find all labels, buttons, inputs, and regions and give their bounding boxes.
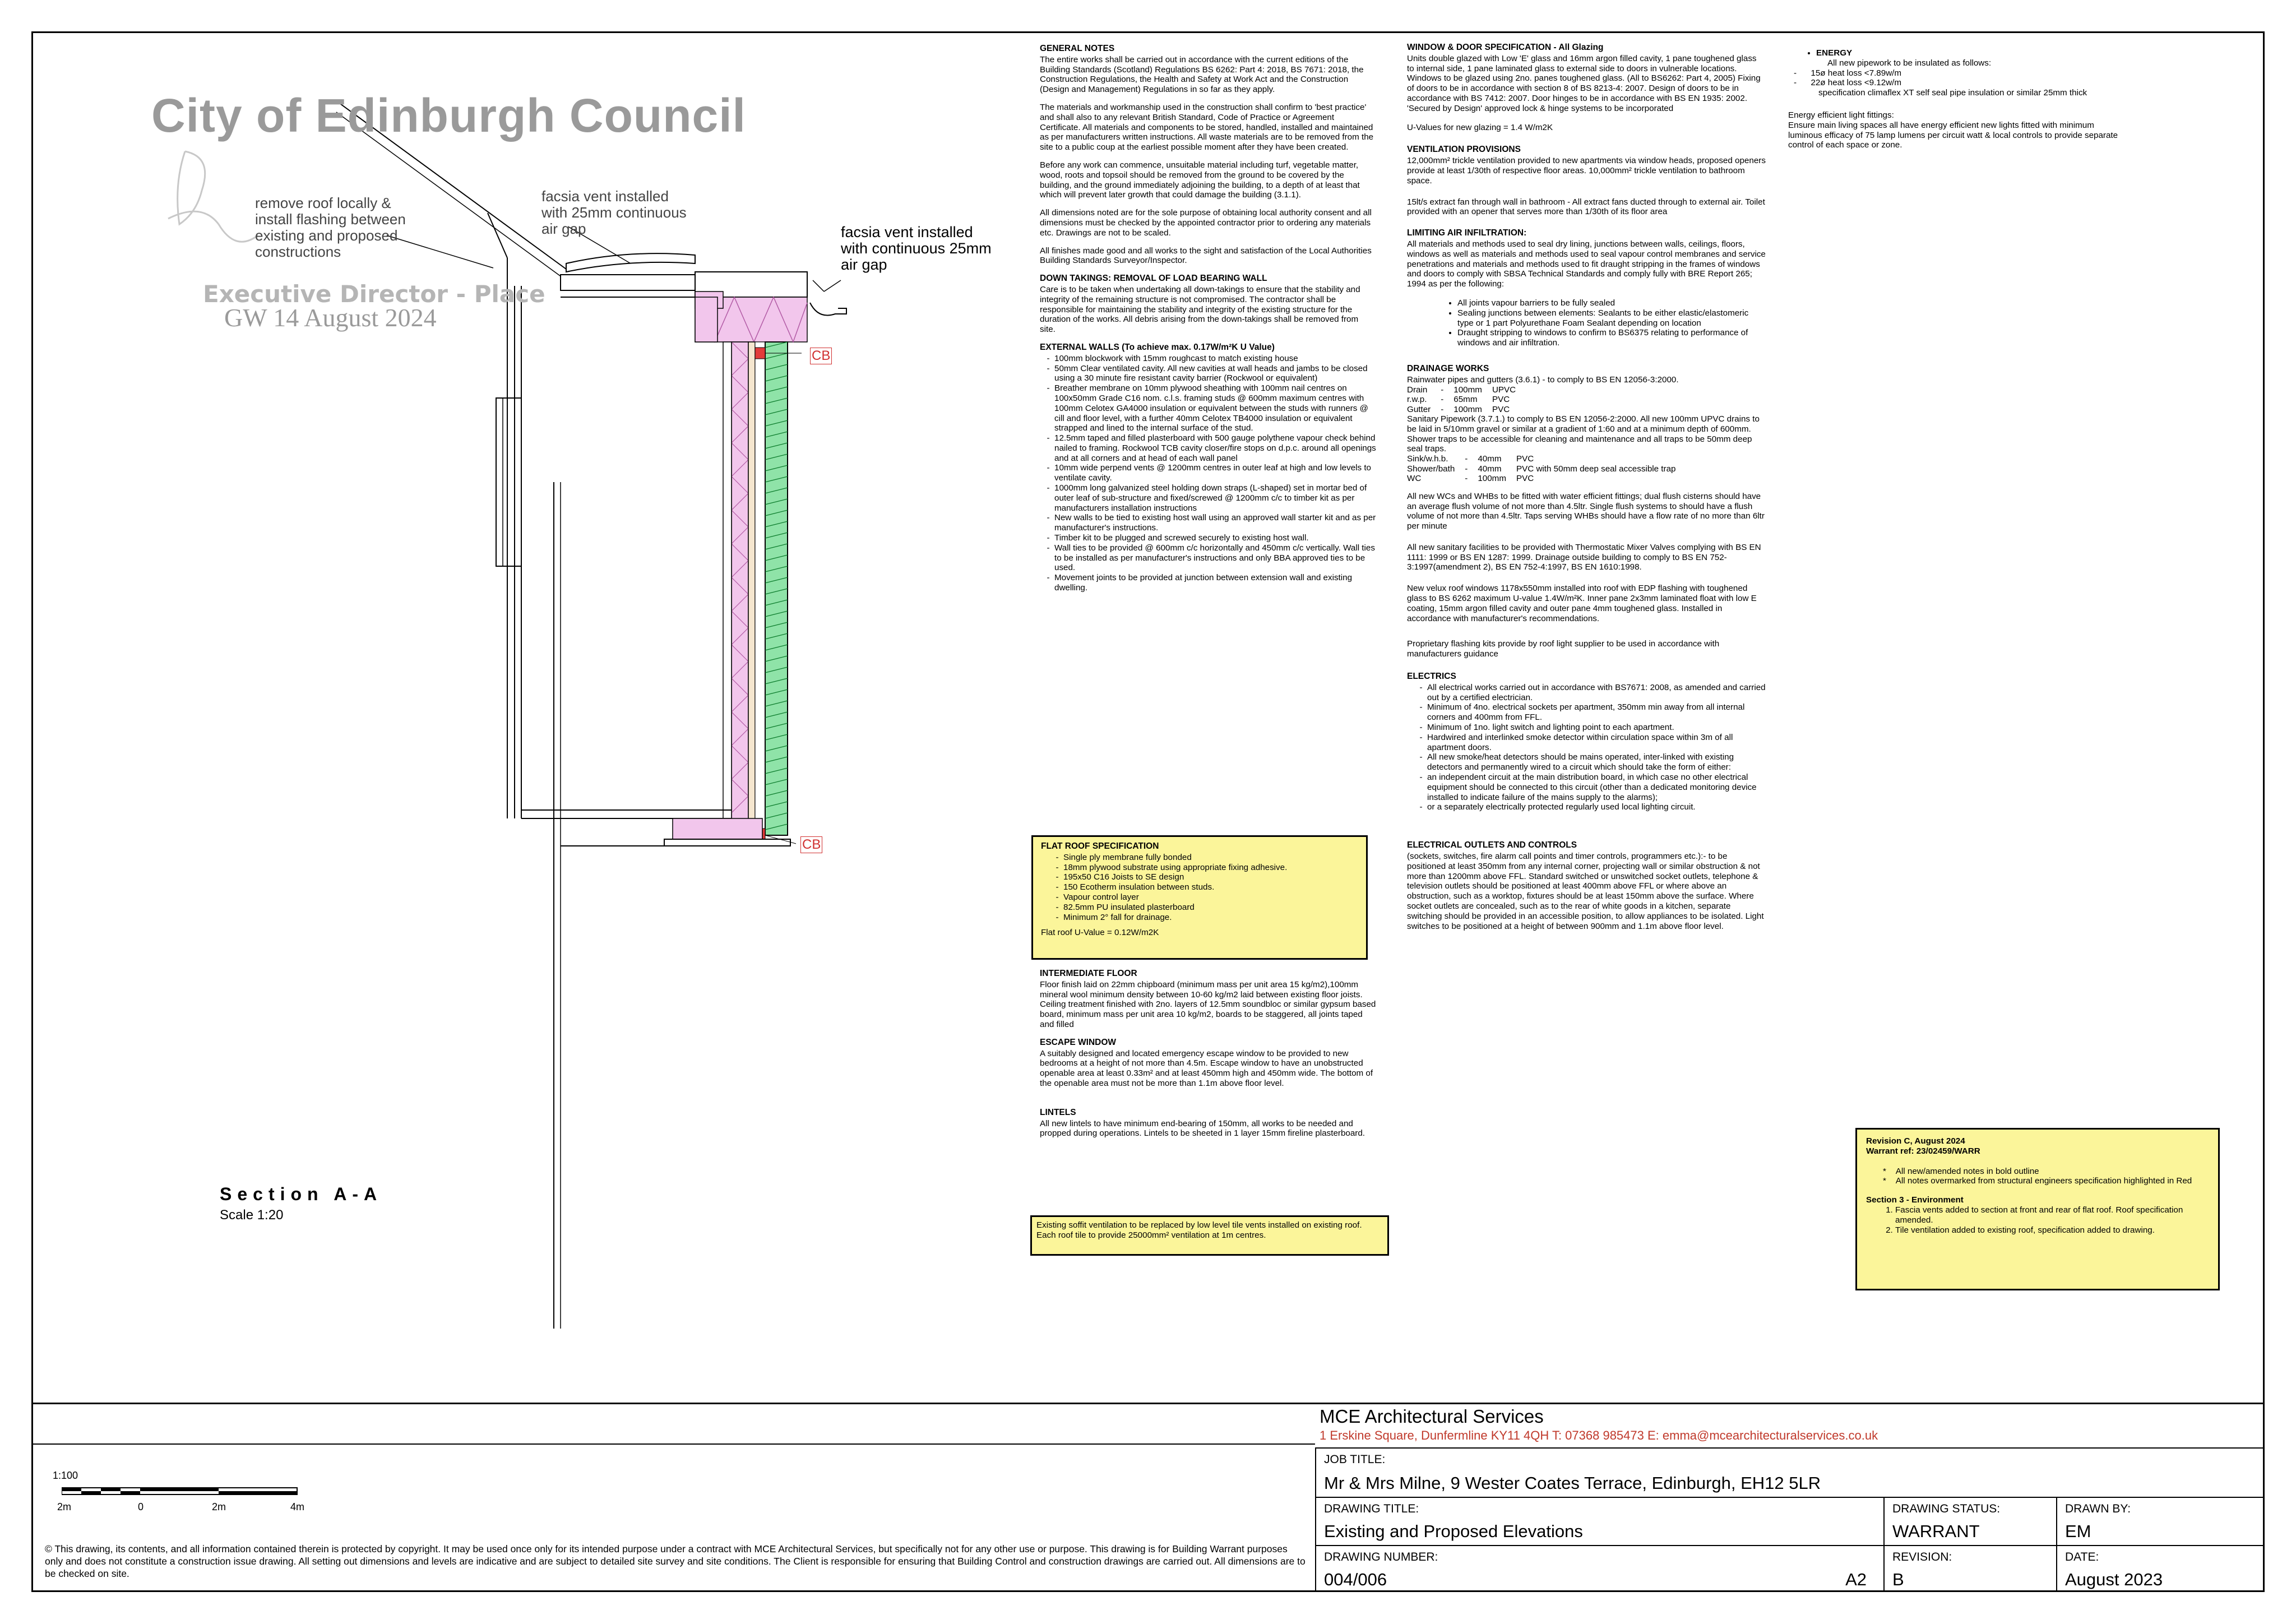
director-watermark: Executive Director - Place [203,280,545,308]
energy-heading: • ENERGY [1816,48,2124,58]
scale-tick: 4m [290,1501,305,1512]
copyright-notice: © This drawing, its contents, and all information contained therein is protected by copyright. It may be used once only for its intended purpose under a contract with MCE Architectural Services, but specifically not for any other use or purpose. This drawing is for Building Warrant purposes only and does not constitute a construction issue drawing. All setting out dimensions and levels are indicative and are subject to detailed site survey and site conditions. The Client is responsible for ensuring that Building Control and construction drawings are carried out. All dimensions are to be checked on site. [45,1543,1306,1579]
escape-window-heading: ESCAPE WINDOW [1040,1037,1117,1047]
pipe-15-heat-loss: 15ø heat loss <7.89w/m [1811,68,1902,78]
drainage-sanitary-valves-text: All new sanitary facilities to be provided with Thermostatic Mixer Valves complying with BS EN 1111: 1999 or BS EN 1287: 1999. Drainage outside building to comply to BS EN 752-3:1997(amendment 2), BS EN 752-4:1997, BS EN 1610:1998. [1407,542,1761,572]
notes-column-3 [1788,48,2124,150]
ventilation-heading: VENTILATION PROVISIONS [1407,145,1521,155]
drawn-by-label: DRAWN BY: [2065,1502,2131,1515]
table-cell: Shower/bath [1407,464,1455,474]
list-item: - 82.5mm PU insulated plasterboard [1063,903,1358,913]
electrical-outlets-text: (sockets, switches, fire alarm call points and timer controls, programmers etc.):- to be positioned at least 350mm from any internal corner, projecting wall or similar obstruction & not more than 1200mm above FFL. Standard switched or unswitched socket outlets, telephone & television outlets should be positioned at least 400mm above FFL or where above an obstruction, such as a worktop, fixtures should be at least 150mm above the surface. Where socket outlets are concealed, such as to the rear of white goods in a kitchen, separate switching should be provided in an accessible position, to allow appliances to be isolated. Light switches to be positioned at a height of between 900mm and 1.1m above floor level. [1407,852,1764,931]
table-cell: WC [1407,474,1422,484]
table-cell: PVC [1492,404,1510,414]
date-value: August 2023 [2065,1570,2163,1589]
table-cell: - [1441,385,1444,395]
list-item: - 150 Ecotherm insulation between studs. [1063,882,1358,892]
drawing-number-label: DRAWING NUMBER: [1324,1551,1438,1563]
table-cell: - [1441,404,1444,414]
list-item: - Vapour control layer [1063,892,1358,903]
note-facsia-vent-2: facsia vent installed with continuous 25mm air gap [841,224,992,273]
scale-tick: 2m [57,1501,72,1512]
list-item: - Minimum of 1no. light switch and lighting point to each apartment. [1427,723,1766,733]
energy-pipework-line: - 15ø heat loss <7.89w/m [1794,68,1902,78]
table-cell: PVC [1516,474,1534,484]
external-walls-heading: EXTERNAL WALLS (To achieve max. 0.17W/m²K U Value) [1040,342,1275,352]
drainage-table-sanitary [1407,454,1686,484]
flat-roof-heading: FLAT ROOF SPECIFICATION [1041,841,1159,851]
general-notes-heading: GENERAL NOTES [1040,44,1115,53]
cavity-barrier-label-top: CB [810,348,832,364]
date-label: DATE: [2065,1551,2099,1563]
drawing-status-cell [1883,1497,2057,1546]
revision-items [1866,1205,2209,1235]
table-cell: UPVC [1492,385,1516,395]
drawing-status-label: DRAWING STATUS: [1892,1502,2001,1515]
table-cell: PVC [1492,395,1510,405]
drawing-title-label: DRAWING TITLE: [1324,1502,1419,1515]
external-walls-list [1040,354,1376,593]
lintels-text: All new lintels to have minimum end-bearing of 150mm, all works to be needed and propped during operations. Lintels to be sheeted in 1 layer 15mm fireline plasterboard. [1040,1118,1365,1139]
table-row [1407,405,1526,415]
revision-title: Revision C, August 2024 [1866,1136,1965,1146]
note-roof-flashing: remove roof locally & install flashing between existing and proposed constructions [255,195,406,260]
light-fittings-text: Ensure main living spaces all have energy efficient new lights fitted with minimum luminous efficacy of 75 lamp lumens per circuit watt & local controls to provide separate control of each space or zone. [1788,120,2118,150]
section-scale: Scale 1:20 [220,1207,284,1223]
table-row [1407,474,1686,484]
drawn-by-cell [2056,1497,2265,1546]
scale-tick: 2m [212,1501,226,1512]
table-row [1407,385,1526,395]
flat-roof-u-value: Flat roof U-Value = 0.12W/m2K [1041,928,1159,938]
drawing-title-value: Existing and Proposed Elevations [1324,1521,1583,1541]
list-item: - New walls to be tied to existing host wall using an approved wall starter kit and as per manufacturer's instructions. [1054,513,1376,533]
lintels-heading: LINTELS [1040,1107,1076,1117]
air-infiltration-text: All materials and methods used to seal dry lining, junctions between walls, ceilings, floors, windows as well as materials and methods used to seal vapour control membranes and service penetrations and materials and methods used to fit draught stripping in the frames of windows and doors to comply with SBSA Technical Standards and comply fully with BRE Report 265; 1994 as per the following: [1407,239,1766,289]
drainage-heading: DRAINAGE WORKS [1407,363,1489,373]
list-item: • Draught stripping to windows to confirm to BS6375 relating to performance of windows and air infiltration. [1457,328,1766,348]
drainage-fittings-text: All new WCs and WHBs to be fitted with water efficient fittings; dual flush cisterns should have an average flush volume of not more than 4.5ltr. Single flush systems to should have a flush volume of not more than 4.5ltr. Taps serving WHBs should have a flow rate of no more than 6ltr per minute [1407,491,1765,531]
list-item: * All notes overmarked from structural engineers specification highlighted in Red [1883,1176,2192,1186]
energy-heading-list [1788,48,2124,58]
list-item: - All new smoke/heat detectors should be mains operated, inter-linked with existing detectors and permanently wired to a circuit which should take the form of either: [1427,752,1766,772]
list-item: - 18mm plywood substrate using appropriate fixing adhesive. [1063,863,1358,873]
drainage-table-rainwater [1407,385,1526,415]
window-door-heading: WINDOW & DOOR SPECIFICATION - All Glazing [1407,43,1604,52]
list-item: - Movement joints to be provided at junction between extension wall and existing dwelling. [1054,573,1376,593]
general-notes-p1: The entire works shall be carried out in accordance with the current editions of the Building Standards (Scotland) Regulations BS 6262: Part 4: 2018, BS 7671: 2018, the Construction Regulations, the Health and Safety at Work Act and the Construction (Design and Management) Regulations in so far as they apply. [1040,54,1364,95]
table-cell: - [1465,454,1468,464]
cavity-barrier-label-bottom: CB [800,836,822,853]
table-row [1407,395,1526,405]
job-title-cell [1315,1447,2265,1498]
drainage-intro: Rainwater pipes and gutters (3.6.1) - to comply to BS EN 12056-3:2000. [1407,374,1679,385]
revision-bullets [1866,1167,2209,1187]
list-item: - 100mm blockwork with 15mm roughcast to match existing house [1054,354,1376,364]
list-item: - Single ply membrane fully bonded [1063,853,1358,863]
table-cell: 100mm [1453,404,1482,414]
drawn-by-value: EM [2065,1521,2091,1541]
general-notes-p4: All dimensions noted are for the sole purpose of obtaining local authority consent and all dimensions must be checked by the appointed contractor prior to ordering any materials etc. Drawings are not to be scaled. [1040,208,1372,238]
flat-roof-specification-box [1031,835,1368,960]
window-u-value: U-Values for new glazing = 1.4 W/m2K [1407,122,1553,132]
flashing-kits-text: Proprietary flashing kits provide by roof light supplier to be used in accordance with manufacturers guidance [1407,639,1720,659]
list-item: - or a separately electrically protected regularly used local lighting circuit. [1427,802,1766,812]
list-item: 1. Fascia vents added to section at front and rear of flat roof. Roof specification amended. [1895,1205,2209,1225]
ventilation-text-2: 15lt/s extract fan through wall in bathroom - All extract fans ducted through to external air. Toilet provided with an opener that serves more than 1/30th of its floor area [1407,197,1765,217]
air-infiltration-list [1407,298,1766,348]
energy-pipework-line: - 22ø heat loss <9.12w/m [1794,78,1902,88]
drawing-number-value: 004/006 [1324,1570,1387,1589]
list-item: • All joints vapour barriers to be fully sealed [1457,298,1766,308]
general-notes-p3: Before any work can commence, unsuitable material including turf, vegetable matter, wood, roots and topsoil should be removed from the ground to be covered by the building, and the ground immediately adjoining the building, to a depth of at least that which will prevent later growth that could damage the building (3.1.1). [1040,160,1360,200]
electrics-list [1407,683,1766,812]
table-cell: r.w.p. [1407,395,1427,405]
table-cell: 100mm [1453,385,1482,395]
general-notes-p5: All finishes made good and all works to the sight and satisfaction of the Local Authorities Building Standards Surveyor/Inspector. [1040,246,1372,266]
list-item: * All new/amended notes in bold outline [1883,1166,2039,1176]
list-item: - 12.5mm taped and filled plasterboard with 500 gauge polythene vapour check behind nailed to framing. Rockwool TCB cavity closer/fire stops on d.p.c. around all openings and at all corners and at head of each wall panel [1054,433,1376,463]
air-infiltration-heading: LIMITING AIR INFILTRATION: [1407,228,1527,238]
company-name: MCE Architectural Services [1320,1406,1544,1427]
table-cell: - [1465,464,1468,474]
list-item: - Minimum 2° fall for drainage. [1063,913,1358,923]
electrical-outlets-heading: ELECTRICAL OUTLETS AND CONTROLS [1407,840,1577,850]
warrant-reference: Warrant ref: 23/02459/WARR [1866,1146,1980,1156]
ventilation-text-1: 12,000mm² trickle ventilation provided to new apartments via window heads, proposed openers provide at least 1/30th of respective floor areas. 10,000mm² trickle ventilation to bathroom space. [1407,156,1766,186]
escape-window-text: A suitably designed and located emergency escape window to be provided to new bedrooms at a height of not more than 4.5m. Escape window to have an unobstructed openable area at least 0.33m² and at least 450mm high and 450mm wide. The bottom of the openable area must not be more than 1.1m above floor level. [1040,1048,1373,1088]
notes-column-1-lower [1040,969,1376,1146]
down-takings-heading: DOWN TAKINGS: REMOVAL OF LOAD BEARING WALL [1040,274,1267,284]
pipe-insulation-spec: specification climaflex XT self seal pipe insulation or similar 25mm thick [1818,88,2087,98]
notes-column-2 [1407,43,1766,939]
scale-tick: 0 [138,1501,144,1512]
general-notes-p2: The materials and workmanship used in the construction shall confirm to 'best practice' and shall also to any relevant British Standard, Code of Practice or Agreement Certificate. All materials and components to be stored, handled, installed and maintained as per manufacturers written instructions. All waste materials are to be removed from the site to a public coup at the earliest possible moment after they have been created. [1040,102,1374,152]
section-drawing [0,0,1009,1345]
table-row [1407,454,1686,464]
energy-pipework-intro: All new pipework to be insulated as follows: [1827,58,1992,68]
table-cell: PVC [1516,454,1534,464]
list-item: - All electrical works carried out in accordance with BS7671: 2008, as amended and carried out by a certified electrician. [1427,683,1766,703]
intermediate-floor-heading: INTERMEDIATE FLOOR [1040,969,1137,978]
velux-roof-windows-text: New velux roof windows 1178x550mm installed into roof with EDP flashing with toughened glass to BS 6262 maximum U-value 1.4W/m²K. Inner pane 2x3mm laminated float with low E coating, 15mm argon filled cavity and outer pane 4mm toughened glass. Installed in accordance with manufacturer's recommendations. [1407,584,1757,623]
list-item-text: All new/amended notes in bold outline [1895,1166,2039,1176]
revision-section-heading: Section 3 - Environment [1866,1195,1964,1205]
list-item: - Timber kit to be plugged and screwed securely to existing host wall. [1054,533,1376,543]
list-item: - Minimum of 4no. electrical sockets per apartment, 350mm min away from all internal corners and 400mm from FFL. [1427,702,1766,723]
pipe-22-heat-loss: 22ø heat loss <9.12w/m [1811,78,1902,88]
light-fittings-heading: Energy efficient light fittings: [1788,110,1894,120]
drawing-status-value: WARRANT [1892,1521,1980,1541]
table-cell: 40mm [1478,454,1502,464]
titleblock-top-rule [31,1403,2265,1404]
drawing-title-cell [1315,1497,1885,1546]
list-item: - Wall ties to be provided @ 600mm c/c horizontally and 450mm c/c vertically. Wall ties to be installed as per manufacturer's instructions and only BBA approved ties to be used. [1054,543,1376,573]
approval-stamp: GW 14 August 2024 [224,303,437,332]
date-cell [2056,1545,2265,1592]
revision-cell [1883,1545,2057,1592]
electrics-heading: ELECTRICS [1407,672,1456,682]
list-item: - Breather membrane on 10mm plywood sheathing with 100mm nail centres on 100x50mm Grade C16 nom. c.l.s. framing studs @ 600mm maximum centres with 100mm Celotex GA4000 insulation or equivalent between the studs with runners @ cill and floor level, with a further 40mm Celotex TB4000 insulation or equivalent strapped and lined to the internal surface of the stud. [1054,383,1376,433]
list-item-text: All notes overmarked from structural engineers specification highlighted in Red [1895,1176,2192,1186]
note-facsia-vent-1: facsia vent installed with 25mm continuous air gap [541,188,687,237]
table-cell: Gutter [1407,404,1431,414]
table-cell: Sink/w.h.b. [1407,454,1448,464]
table-cell: 65mm [1453,395,1478,405]
table-cell: PVC with 50mm deep seal accessible trap [1516,464,1676,474]
soffit-ventilation-box: Existing soffit ventilation to be replaced by low level tile vents installed on existing roof. Each roof tile to provide 25000mm² ventilation at 1m centres. [1030,1215,1389,1256]
table-cell: - [1441,395,1444,405]
drainage-sanitary-text: Sanitary Pipework (3.7.1.) to comply to BS EN 12056-2:2000. All new 100mm UPVC drains to be laid in 5/10mm gravel or similar at a gradient of 1:60 and at a minimum depth of 600mm. Shower traps to be accessible for cleaning and maintenance and all traps to be 50mm deep seal traps. [1407,414,1760,454]
section-title: Section A-A [220,1184,383,1204]
window-door-text: Units double glazed with Low 'E' glass and 16mm argon filled cavity, 1 pane toughened glass to internal side, 1 pane laminated glass to external side to doors in vulnerable locations. Windows to be glazed using 2no. panes toughened glass. (All to BS6262: Part 4, 2005) Fixing of doors to be in accordance with section 8 of BS 8213-4: 2007. Design of doors to be in accordance with BS 7412: 2007. Door hinges to be in accordance with BS EN 1935: 2002. 'Secured by Design' approved lock & hinge systems to be incorporated [1407,53,1761,113]
paper-size: A2 [1845,1570,1867,1589]
table-cell: Drain [1407,385,1428,395]
revision-value: B [1892,1570,1904,1589]
scale-bar [62,1487,308,1498]
job-title-label: JOB TITLE: [1324,1453,1386,1466]
down-takings-text: Care is to be taken when undertaking all down-takings to ensure that the stability and integrity of the remaining structure is not compromised. The contractor shall be responsible for maintaining the stability and integrity of the existing structure for the duration of the works. All debris arising from the down-takings shall be removed from site. [1040,284,1360,335]
table-cell: 100mm [1478,474,1506,484]
revision-label: REVISION: [1892,1551,1952,1563]
list-item: - 10mm wide perpend vents @ 1200mm centres in outer leaf at high and low levels to ventilate cavity. [1054,463,1376,483]
company-address: 1 Erskine Square, Dunfermline KY11 4QH T: 07368 985473 E: emma@mcearchitecturalservices.co.uk [1320,1428,1878,1442]
list-item: 2. Tile ventilation added to existing roof, specification added to drawing. [1895,1225,2209,1236]
table-cell: - [1465,474,1468,484]
list-item: • Sealing junctions between elements: Sealants to be either elastic/elastomeric type or 1 part Polyurethane Foam Sealant depending on location [1457,308,1766,328]
titleblock-left-rule [31,1443,1315,1445]
list-item: - an independent circuit at the main distribution board, in which case no other electrical equipment should be connected to this circuit (other than a dedicated monitoring device installed to indicate failure of the mains supply to the alarms); [1427,772,1766,802]
intermediate-floor-text: Floor finish laid on 22mm chipboard (minimum mass per unit area 15 kg/m2),100mm mineral wool minimum density between 10-60 kg/m2 laid between existing floor joists. Ceiling treatment finished with 2no. layers of 12.5mm soundbloc or similar gypsum based board, minimum mass per unit area 10 kg/m2, boards to be staggered, all joints taped and filled [1040,979,1376,1029]
list-item: - 195x50 C16 Joists to SE design [1063,872,1358,882]
table-cell: 40mm [1478,464,1502,474]
notes-column-1 [1040,44,1376,600]
scale-ratio: 1:100 [53,1470,78,1481]
list-item: - 50mm Clear ventilated cavity. All new cavities at wall heads and jambs to be closed using a 30 minute fire resistant cavity barrier (Rockwool or equivalent) [1054,364,1376,384]
list-item: - Hardwired and interlinked smoke detector within circulation space within 3m of all apartment doors. [1427,733,1766,753]
job-title-value: Mr & Mrs Milne, 9 Wester Coates Terrace, Edinburgh, EH12 5LR [1324,1473,1821,1493]
flat-roof-list [1041,853,1358,923]
drawing-number-cell [1315,1545,1885,1592]
revision-notes-box [1855,1128,2220,1290]
list-item: - 1000mm long galvanized steel holding down straps (L-shaped) set in mortar bed of outer leaf of sub-structure and fixed/screwed @ 1200mm c/c to timber kit as per manufacturers installation instructions [1054,483,1376,513]
council-watermark: City of Edinburgh Council [151,89,746,142]
table-row [1407,464,1686,474]
